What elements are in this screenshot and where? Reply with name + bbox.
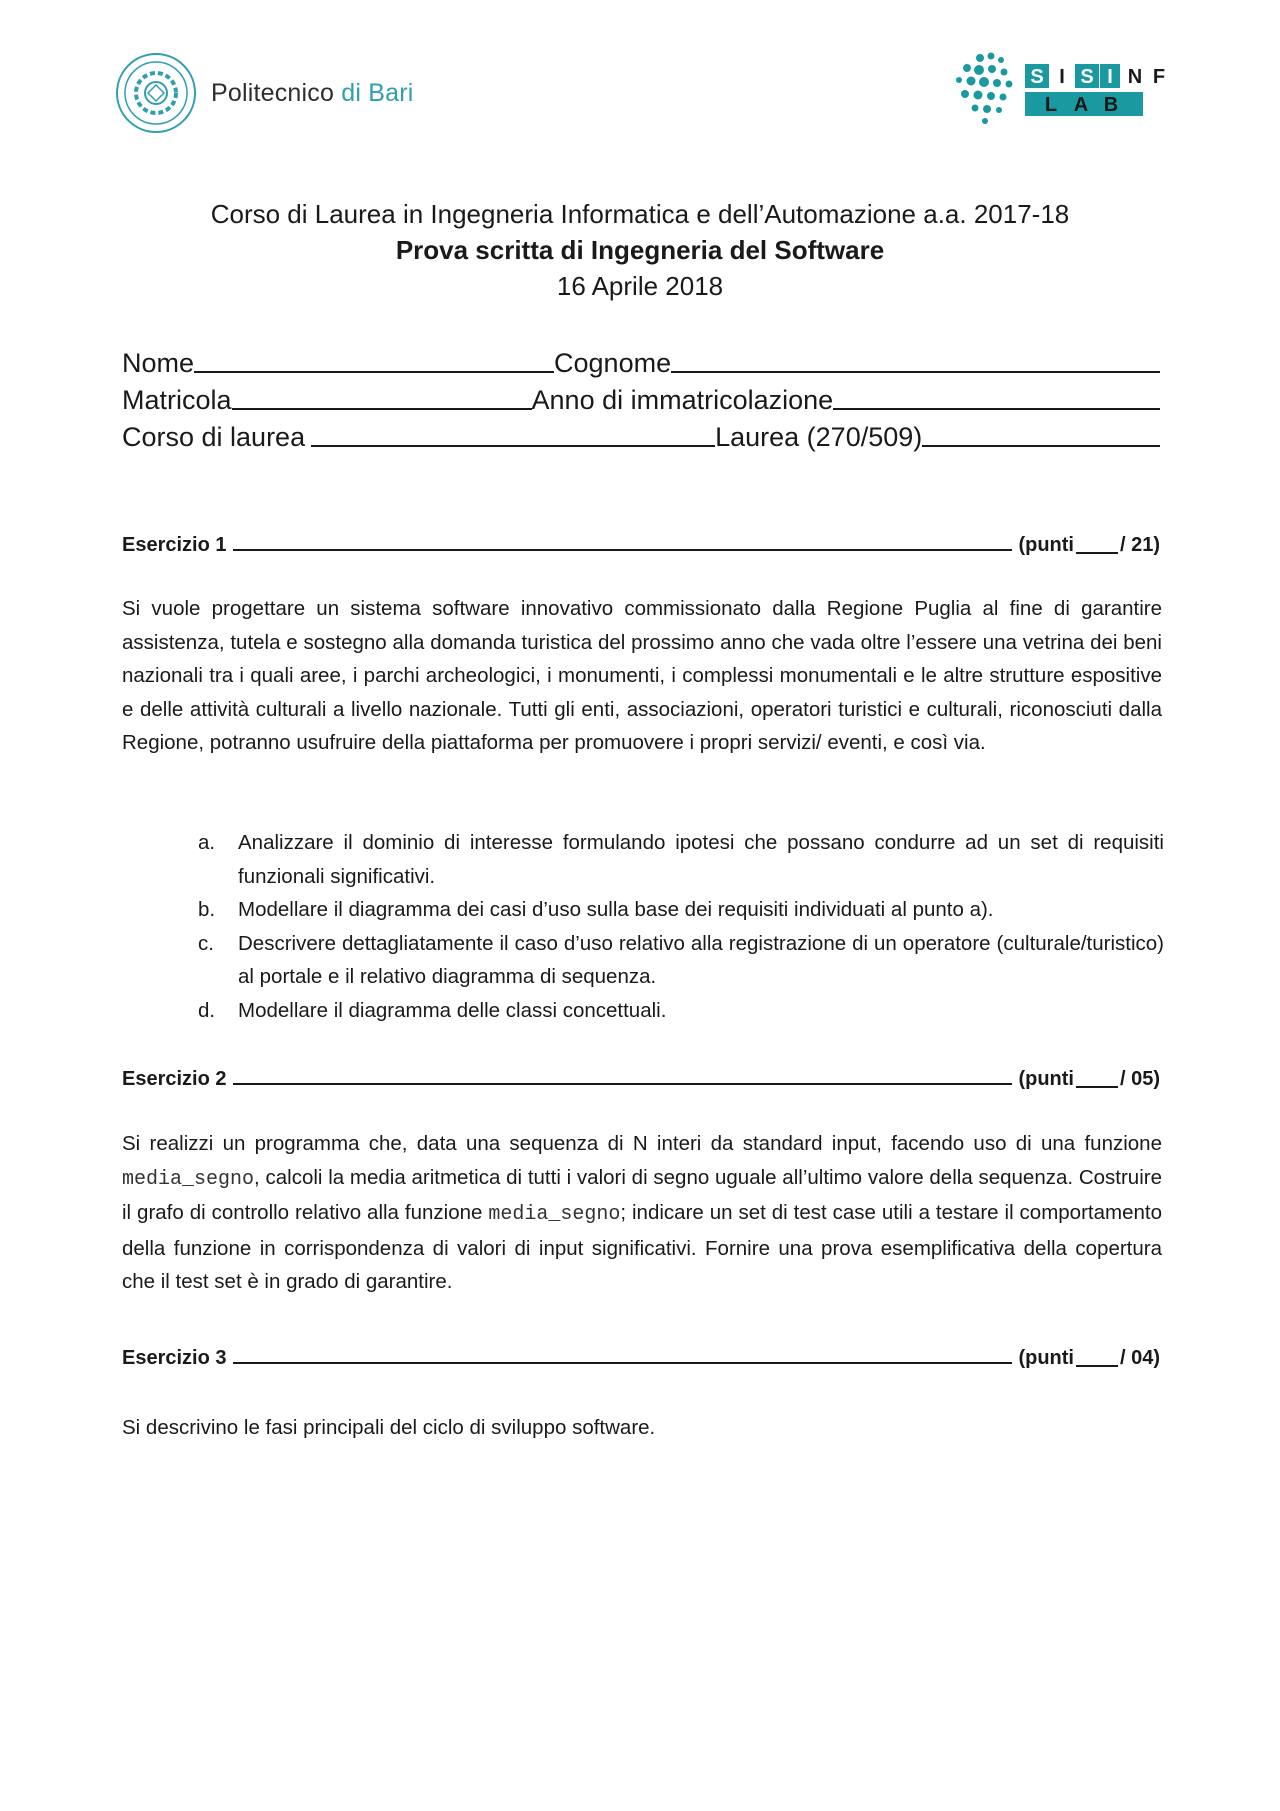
exercise-1-rule bbox=[233, 529, 1013, 551]
list-item: d. Modellare il diagramma delle classi concettuali. bbox=[198, 998, 667, 1022]
course-title: Corso di Laurea in Ingegneria Informatica e dell’Automazione a.a. 2017-18 bbox=[210, 199, 1070, 229]
exam-title: Prova scritta di Ingegneria del Software bbox=[395, 235, 885, 265]
exercise-2-title: Esercizio 2 bbox=[122, 1068, 227, 1090]
corso-field[interactable] bbox=[311, 419, 715, 447]
field-row-corso bbox=[122, 416, 1160, 453]
anno-field[interactable] bbox=[833, 382, 1160, 410]
function-name-code: media_segno bbox=[122, 1167, 255, 1191]
exam-date: 16 Aprile 2018 bbox=[556, 271, 724, 301]
exercise-3-text: Si descrivino le fasi principali del ciclo di sviluppo software. bbox=[122, 1416, 656, 1439]
exercise-3-header bbox=[122, 1340, 1160, 1370]
exercise-3-score-field[interactable] bbox=[1076, 1347, 1118, 1367]
logo-letter-s2: S bbox=[1080, 66, 1094, 88]
corso-label: Corso di laurea bbox=[122, 422, 306, 452]
exercise-2-score-field[interactable] bbox=[1076, 1068, 1118, 1088]
exercise-1-score-field[interactable] bbox=[1076, 534, 1118, 554]
exercise-2-header bbox=[122, 1061, 1160, 1091]
exercise-1-tasks bbox=[198, 826, 1164, 1027]
sisinf-lab-logo bbox=[955, 50, 1195, 135]
exercise-3-points: (punti / 04) bbox=[1018, 1347, 1160, 1369]
logo-letter-f: F bbox=[1152, 66, 1166, 88]
cognome-field[interactable] bbox=[671, 345, 1160, 373]
logo-letter-s1: S bbox=[1030, 66, 1044, 88]
politecnico-name: Politecnico di Bari bbox=[211, 78, 414, 107]
student-info-form bbox=[122, 342, 1160, 453]
anno-label: Anno di immatricolazione bbox=[531, 385, 834, 415]
cognome-label: Cognome bbox=[554, 348, 672, 378]
logo-letter-b: B bbox=[1103, 94, 1119, 116]
exercise-3-title: Esercizio 3 bbox=[122, 1347, 227, 1369]
exercise-2-points: (punti / 05) bbox=[1018, 1068, 1160, 1090]
list-item: c. Descrivere dettagliatamente il caso d’uso relativo alla registrazione di un operatore (culturale/turistico) al portale e il relativo diagramma di sequenza. bbox=[198, 931, 1164, 988]
field-row-matricola bbox=[122, 379, 1160, 416]
field-row-name bbox=[122, 342, 1160, 379]
list-item: b. Modellare il diagramma dei casi d’uso sulla base dei requisiti individuati al punto a). bbox=[198, 898, 994, 921]
exercise-2-text: Si realizzi un programma che, data una sequenza di N interi da standard input, facendo uso di una funzione media_segno, calcoli la media aritmetica di tutti i valori di segno uguale all’ultimo valore della sequenza. Costruire il grafo di controllo relativo alla funzione media_segno; indicare un set di test case utili a testare il comportamento della funzione in corrispondenza di valori di input significativi. Fornire una prova esemplificativa della copertura che il test set è in grado di garantire. bbox=[122, 1132, 1162, 1293]
exam-header bbox=[0, 196, 1280, 304]
exercise-1-text: Si vuole progettare un sistema software innovativo commissionato dalla Regione Puglia al fine di garantire assistenza, tutela e sostegno alla domanda turistica del prossimo anno che vada oltre l’essere una vetrina dei beni nazionali tra i quali aree, i parchi archeologici, i monumenti, i complessi monumentali e le altre strutture espositive e delle attività culturali a livello nazionale. Tutti gli enti, associazioni, operatori turistici e culturali, riconosciuti dalla Regione, potranno usufruire della piattaforma per promuovere i propri servizi/ eventi, e così via. bbox=[122, 597, 1162, 754]
logo-letter-n: N bbox=[1127, 66, 1143, 88]
matricola-field[interactable] bbox=[232, 382, 532, 410]
nome-label: Nome bbox=[122, 348, 195, 378]
laurea-label: Laurea (270/509) bbox=[715, 422, 923, 452]
matricola-label: Matricola bbox=[122, 385, 232, 415]
logo-letter-i2: I bbox=[1107, 66, 1113, 88]
logo-letter-i1: I bbox=[1059, 66, 1065, 88]
exercise-1-points: (punti / 21) bbox=[1018, 534, 1160, 556]
exercise-1-title: Esercizio 1 bbox=[122, 534, 227, 556]
list-item: a. Analizzare il dominio di interesse formulando ipotesi che possano condurre ad un set di requisiti funzionali significativi. bbox=[198, 831, 1164, 888]
university-seal-icon bbox=[115, 52, 197, 134]
logo-letter-l: L bbox=[1044, 94, 1058, 116]
nome-field[interactable] bbox=[194, 345, 554, 373]
logo-letter-a: A bbox=[1073, 94, 1089, 116]
exercise-1-header bbox=[122, 527, 1160, 557]
sisinf-lab-mark-icon bbox=[955, 50, 1195, 130]
laurea-field[interactable] bbox=[922, 419, 1160, 447]
exercise-2-rule bbox=[233, 1063, 1013, 1085]
function-name-code: media_segno bbox=[488, 1203, 621, 1226]
politecnico-logo bbox=[115, 52, 414, 134]
exercise-3-rule bbox=[233, 1342, 1013, 1364]
